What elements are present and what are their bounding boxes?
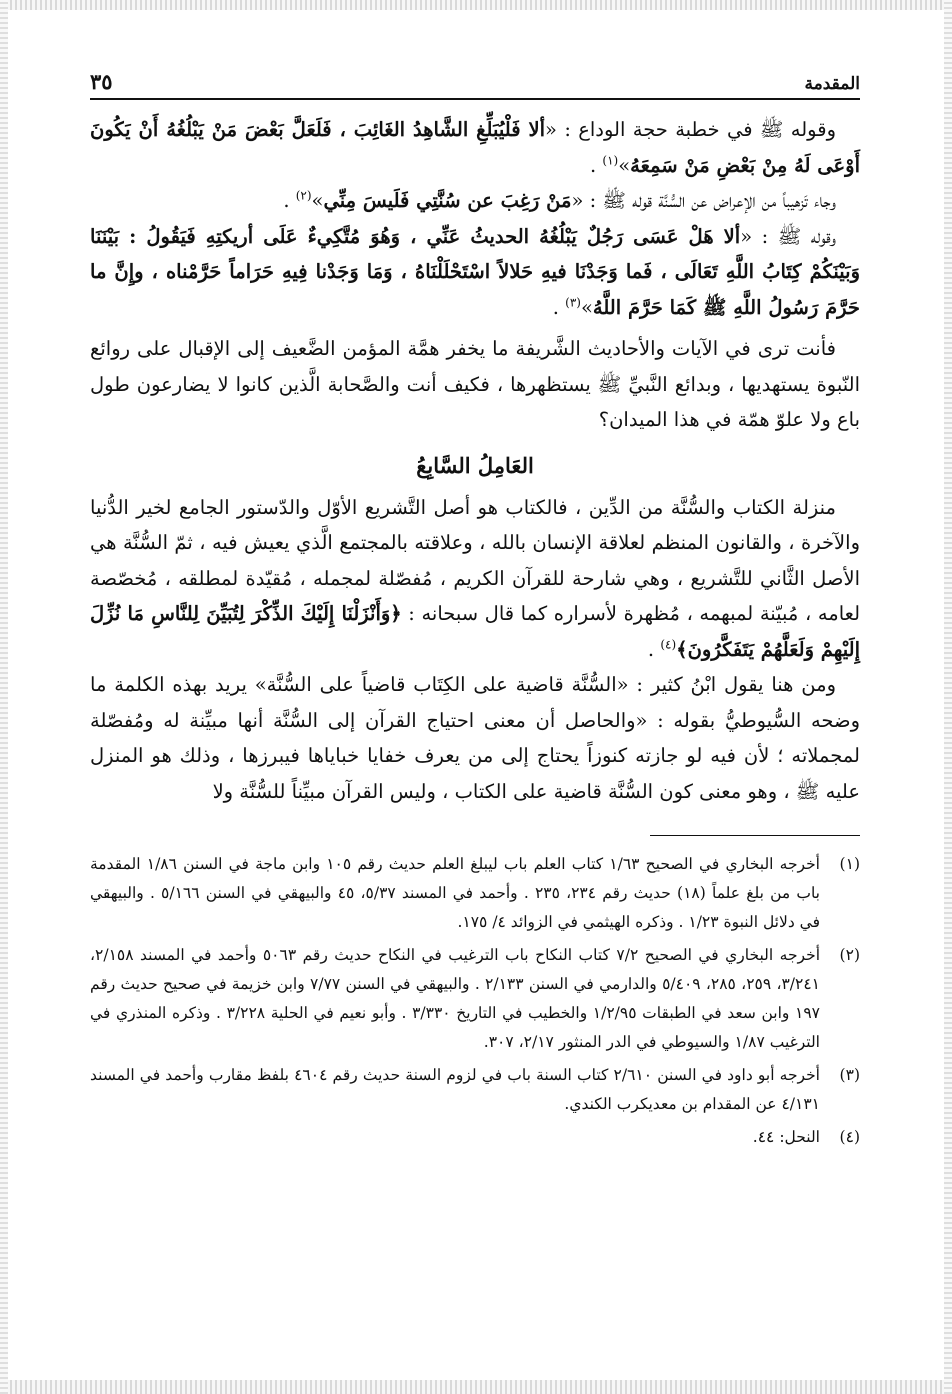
main-text — [90, 112, 860, 809]
footnote-2 — [90, 941, 860, 1057]
quote-close-3: » — [580, 295, 593, 319]
footnote-ref-2: (٢) — [295, 188, 312, 203]
running-head: المقدمة — [804, 74, 860, 94]
quote-close-1: » — [618, 153, 631, 177]
footnote-ref-3: (٣) — [565, 295, 581, 309]
paragraph-5-text: منزلة الكتاب والسُّنَّة من الدِّين ، فالكتاب هو أصل التَّشريع الأوّل والدّستور الجامع لخير الدُّنيا والآخرة ، والقانون المنظم لعلاقة الإنسان بالله ، وعلاقته بالمجتمع الَّذي يعيش فيه ، ثمّ السُّنَّة هي الأصل الثَّاني للتَّشريع ، وهي شارحة للقرآن الكريم ، مُفصّلة لمجمله ، مُقيّدة لمطلقه ، مُخصّصة لعامه ، مُبيّنة لمبهمه ، مُظهرة لأسراره كما قال سبحانه : — [90, 495, 861, 625]
footnote-number: (٢) — [839, 946, 860, 964]
footnote-3 — [90, 1061, 860, 1119]
paragraph-4: فأنت ترى في الآيات والأحاديث الشَّريفة ما يخفر همَّة المؤمن الضَّعيف إلى الإقبال على روائع النّبوة يستهديها ، وبدائع النَّبيِّ ﷺ يستظهرها ، فكيف أنت والصَّحابة الَّذين كانوا لا يضارعون طول باع ولا علوّ همّة في هذا الميدان؟ — [90, 337, 860, 431]
footnote-number: (٤) — [839, 1128, 860, 1146]
paragraph-2 — [90, 183, 860, 219]
scan-border-left — [0, 0, 8, 1394]
paragraph-2-intro: وجاء تَزهيباً من الإعراض عن السُّنَّة قوله ﷺ : « — [571, 189, 836, 212]
scan-border-right — [944, 0, 952, 1394]
quran-verse: ﴿وَأَنْزَلْنَا إِلَيْكَ الذِّكْرَ لِتُبَيِّنَ لِلنَّاسِ مَا نُزِّلَ إِلَيْهِمْ وَلَعَلَّهُمْ يَتَفَكَّرُونَ﴾ — [90, 602, 860, 661]
page-header — [90, 50, 860, 100]
hadith-quote-3: ألا هَلْ عَسَى رَجُلٌ يَبْلُغُهُ الحديثُ عَنِّي ، وَهُوَ مُتَّكِيءٌ عَلَى أريكتِهِ فَيَقُولُ : بَيْنَنَا وَبَيْنَكُمْ كِتَابُ اللَّهِ تَعَالَى ، فَما وَجَدْنَا فيهِ حَلالاً اسْتَحْلَلْنَاهُ ، وَمَا وَجَدْنا فِيهِ حَرَاماً حَرَّمْناه ، وإِنَّ ما حَرَّمَ رَسُولُ اللَّهِ ﷺ كَمَا حَرَّمَ اللَّهُ — [90, 224, 860, 319]
paragraph-1 — [90, 112, 860, 183]
footnote-ref-4: (٤) — [660, 637, 677, 651]
paragraph-5-tail: . — [647, 637, 661, 661]
scan-border-bottom — [0, 1380, 952, 1394]
paragraph-3-intro: وقوله ﷺ : « — [740, 224, 836, 248]
book-page — [90, 50, 860, 1370]
paragraph-5 — [90, 490, 860, 668]
footnote-1 — [90, 850, 860, 937]
footnote-separator — [650, 835, 860, 836]
footnotes — [90, 850, 860, 1152]
footnote-ref-1: (١) — [602, 153, 619, 167]
paragraph-2-tail: . — [283, 189, 296, 212]
paragraph-1-intro: وقوله ﷺ في خطبة حجة الوداع : « — [545, 118, 836, 141]
footnote-number: (١) — [839, 855, 860, 873]
paragraph-1-tail: . — [589, 153, 603, 177]
hadith-quote-2: مَنْ رَغِبَ عن سُنَّتِي فَلَيسَ مِنِّي — [323, 189, 572, 212]
footnote-text: أخرجه أبو داود في السنن ٢/٦١٠ كتاب السنة باب في لزوم السنة حديث رقم ٤٦٠٤ بلفظ مقارب وأحمد في المسند ٤/١٣١ عن المقدام بن معديكرب الكندي. — [90, 1066, 820, 1113]
section-heading: العَامِلُ السَّابِعُ — [416, 452, 534, 478]
footnote-number: (٣) — [839, 1066, 860, 1084]
paragraph-3 — [90, 219, 860, 326]
hadith-quote-1: ألا فَلْيُبَلِّغِ الشَّاهِدُ الغَائِبَ ، فَلَعَلَّ بَعْضَ مَنْ يَبْلُغُهُ أَنْ يَكُونَ أَوْعَى لَهُ مِنْ بَعْضِ مَنْ سَمِعَهُ — [90, 118, 860, 177]
paragraph-3-tail: . — [552, 295, 566, 319]
footnote-text: النحل: ٤٤. — [752, 1128, 820, 1146]
page-number: ٣٥ — [90, 69, 113, 94]
footnote-text: أخرجه البخاري في الصحيح ٧/٢ كتاب النكاح باب الترغيب في النكاح حديث رقم ٥٠٦٣ وأحمد في المسند ٢/١٥٨، ٣/٢٤١، ٢٥٩، ٢٨٥، ٥/٤٠٩ والدارمي في السنن ٢/١٣٣ . والبيهقي في السنن ٧/٧٧ وابن خزيمة في صحيح حديث رقم ١٩٧ وابن سعد في الطبقات ١/٢/٩٥ والخطيب في التاريخ ٣/٣٣٠ . وأبو نعيم في الحلية ٣/٢٢٨ . وذكره المنذري في الترغيب ١/٨٧ والسيوطي في الدر المنثور ٢/١٧، ٣٠٧. — [90, 946, 821, 1051]
paragraph-6: ومن هنا يقول ابْنُ كثير : «السُّنَّة قاضية على الكِتَاب قاضياً على السُّنَّة» يريد بهذه الكلمة ما وضحه السُّيوطيُّ بقوله : «والحاصل أن معنى احتياج القرآن إلى السُّنَّة أنها مبيِّنة له ومُفصّلة لمجملاته ؛ لأن فيه لو جازته كنوزاً يحتاج إلى من يعرف خفايا خباياها فيبرزها ، وذلك هو المنزل عليه ﷺ ، وهو معنى كون السُّنَّة قاضية على الكتاب ، وليس القرآن مبيِّناً للسُّنَّة ولا — [90, 673, 860, 803]
quote-close-2: » — [311, 189, 324, 212]
footnote-4 — [90, 1123, 860, 1152]
footnote-text: أخرجه البخاري في الصحيح ١/٦٣ كتاب العلم باب ليبلغ العلم حديث رقم ١٠٥ وابن ماجة في السنن ١/٨٦ المقدمة باب من بلغ علماً (١٨) حديث رقم ٢٣٤، ٢٣٥ . وأحمد في المسند ٥/٣٧، ٤٥ والبيهقي في السنن ٥/١٦٦ . والبيهقي في دلائل النبوة ١/٢٣ . وذكره الهيثمي في الزوائد ٤/ ١٧٥. — [90, 855, 820, 931]
scan-border-top — [0, 0, 952, 10]
